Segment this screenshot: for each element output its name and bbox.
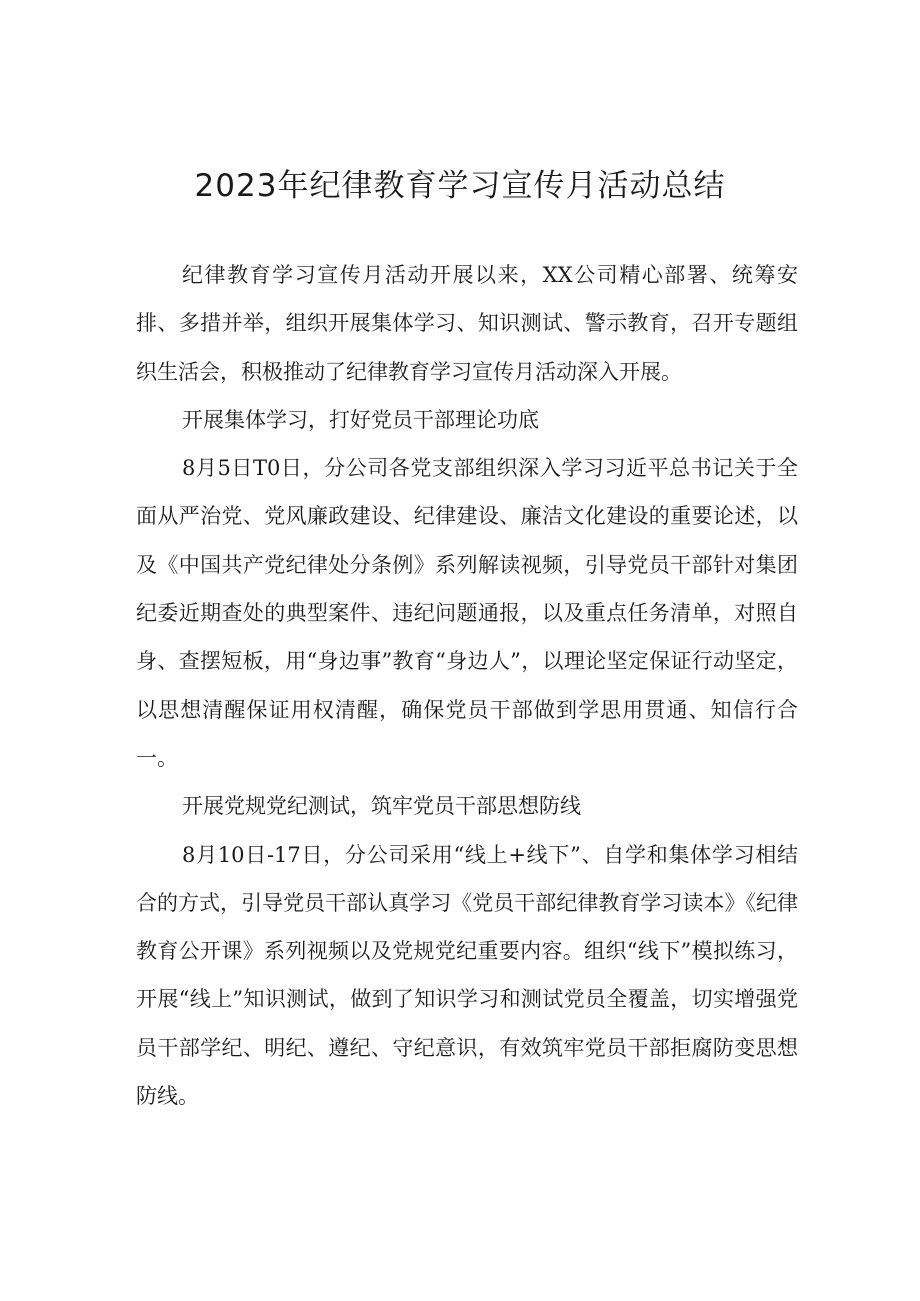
document-body bbox=[136, 251, 798, 1120]
intro-paragraph: 纪律教育学习宣传月活动开展以来，XX公司精心部署、统筹安排、多措并举，组织开展集体学习、知识测试、警示教育，召开专题组织生活会，积极推动了纪律教育学习宣传月活动深入开展。 bbox=[136, 263, 798, 384]
section-heading-study: 开展集体学习，打好党员干部理论功底 bbox=[182, 407, 539, 432]
section-heading-test: 开展党规党纪测试，筑牢党员干部思想防线 bbox=[182, 794, 581, 819]
section-body-study: 8月5日T0日，分公司各党支部组织深入学习习近平总书记关于全面从严治党、党风廉政建设、纪律建设、廉洁文化建设的重要论述，以及《中国共产党纪律处分条例》系列解读视频，引导党员干部针对集团纪委近期查处的典型案件、违纪问题通报，以及重点任务清单，对照自身、查摆短板，用“身边事”教育“身边人”，以理论坚定保证行动坚定，以思想清醒保证用权清醒，确保党员干部做到学思用贯通、知信行合一。 bbox=[136, 456, 798, 770]
section-body-test: 8月10日-17日，分公司采用“线上+线下”、自学和集体学习相结合的方式，引导党员干部认真学习《党员干部纪律教育学习读本》《纪律教育公开课》系列视频以及党规党纪重要内容。组织“线下”模拟练习，开展“线上”知识测试，做到了知识学习和测试党员全覆盖，切实增强党员干部学纪、明纪、遵纪、守纪意识，有效筑牢党员干部拒腐防变思想防线。 bbox=[136, 842, 798, 1109]
document-title: 2023年纪律教育学习宣传月活动总结 bbox=[194, 168, 726, 204]
